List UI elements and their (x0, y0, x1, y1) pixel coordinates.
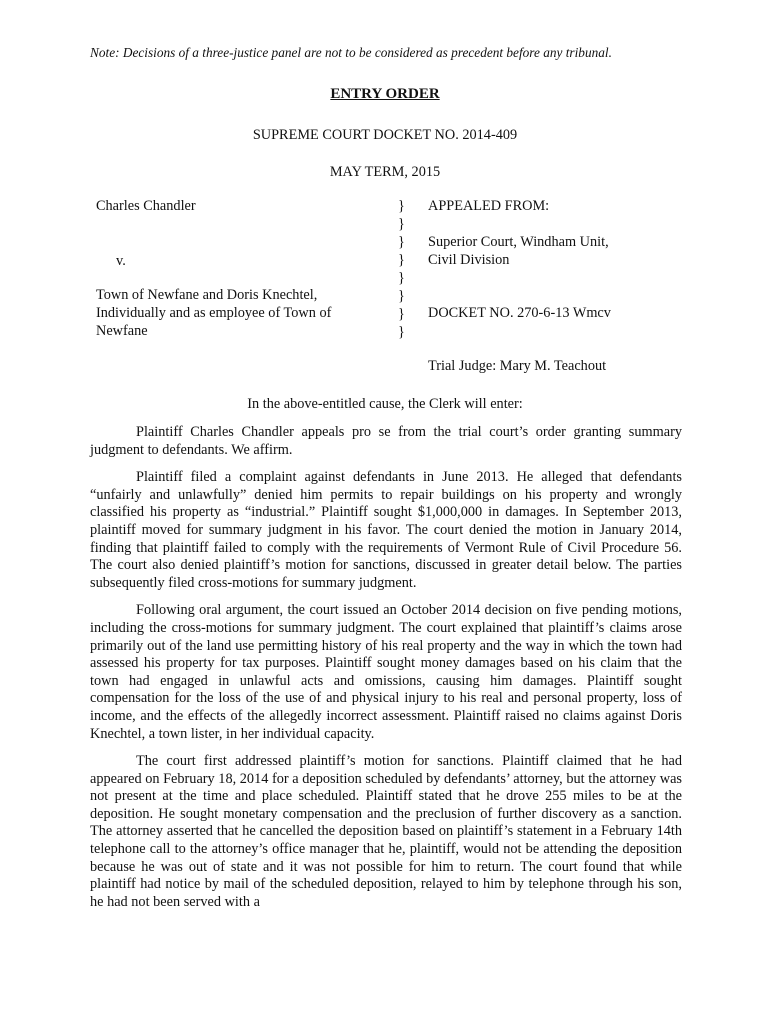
entry-order-title: ENTRY ORDER (330, 86, 440, 102)
body-paragraph: Plaintiff Charles Chandler appeals pro se from the trial court’s order granting summary judgment to defendants. We affirm. (90, 424, 682, 458)
precedent-note: Note: Decisions of a three-justice panel are not to be considered as precedent before any tribunal. (90, 45, 612, 60)
lower-court-docket: DOCKET NO. 270-6-13 Wmcv (428, 305, 611, 321)
appealed-from-label: APPEALED FROM: (428, 198, 550, 214)
order-body (90, 424, 682, 921)
case-caption (96, 198, 686, 348)
clerk-entrance-line: In the above-entitled cause, the Clerk will enter: (247, 396, 523, 412)
court-line: Civil Division (428, 252, 510, 268)
defendant-line: Town of Newfane and Doris Knechtel, (96, 287, 318, 303)
supreme-court-docket: SUPREME COURT DOCKET NO. 2014-409 (252, 127, 518, 143)
plaintiff-name: Charles Chandler (96, 198, 196, 214)
versus-label: v. (116, 253, 126, 269)
caption-bracket: } (398, 216, 405, 232)
caption-bracket: } (398, 288, 405, 304)
caption-bracket: } (398, 306, 405, 322)
body-paragraph: The court first addressed plaintiff’s motion for sanctions. Plaintiff claimed that he had appeared on February 18, 2014 for a deposition scheduled by defendants’ attorney, but the attorney was not present at the time and place scheduled. Plaintiff stated that he drove 255 miles to be at the deposition. He sought monetary compensation and the preclusion of further discovery as a sanction. The attorney asserted that he cancelled the deposition based on plaintiff’s statement in a February 14th telephone call to the attorney’s office manager that he, plaintiff, would not be attending the deposition because he was out of state and it was not possible for him to return. The court found that while plaintiff had notice by mail of the scheduled deposition, relayed to him by telephone through his son, he had not been served with a (90, 753, 682, 910)
caption-bracket: } (398, 234, 405, 250)
body-paragraph: Following oral argument, the court issued an October 2014 decision on five pending motions, including the cross-motions for summary judgment. The court explained that plaintiff’s claims arose primarily out of the land use permitting history of his real property and the way in which the town had assessed his property for tax purposes. Plaintiff sought money damages based on his claim that the town had engaged in unlawful acts and omissions, causing him damages. Plaintiff sought compensation for the loss of the use of and physical injury to his real and personal property, loss of income, and the effects of the allegedly incorrect assessment. Plaintiff raised no claims against Doris Knechtel, a town lister, in her individual capacity. (90, 602, 682, 742)
term-line: MAY TERM, 2015 (329, 164, 441, 180)
court-line: Superior Court, Windham Unit, (428, 234, 609, 250)
caption-bracket: } (398, 324, 405, 340)
trial-judge: Trial Judge: Mary M. Teachout (428, 358, 607, 374)
defendant-line: Individually and as employee of Town of (96, 305, 332, 321)
body-paragraph: Plaintiff filed a complaint against defendants in June 2013. He alleged that defendants “unfairly and unlawfully” denied him permits to repair buildings on his property and wrongly classified his property as “industrial.” Plaintiff sought $1,000,000 in damages. In September 2013, plaintiff moved for summary judgment in his favor. The court denied the motion in January 2014, finding that plaintiff failed to comply with the requirements of Vermont Rule of Civil Procedure 56. The court also denied plaintiff’s motion for sanctions, discussed in greater detail below. The parties subsequently filed cross-motions for summary judgment. (90, 469, 682, 591)
caption-bracket: } (398, 270, 405, 286)
caption-bracket: } (398, 252, 405, 268)
defendant-line: Newfane (96, 323, 148, 339)
caption-bracket: } (398, 198, 405, 214)
